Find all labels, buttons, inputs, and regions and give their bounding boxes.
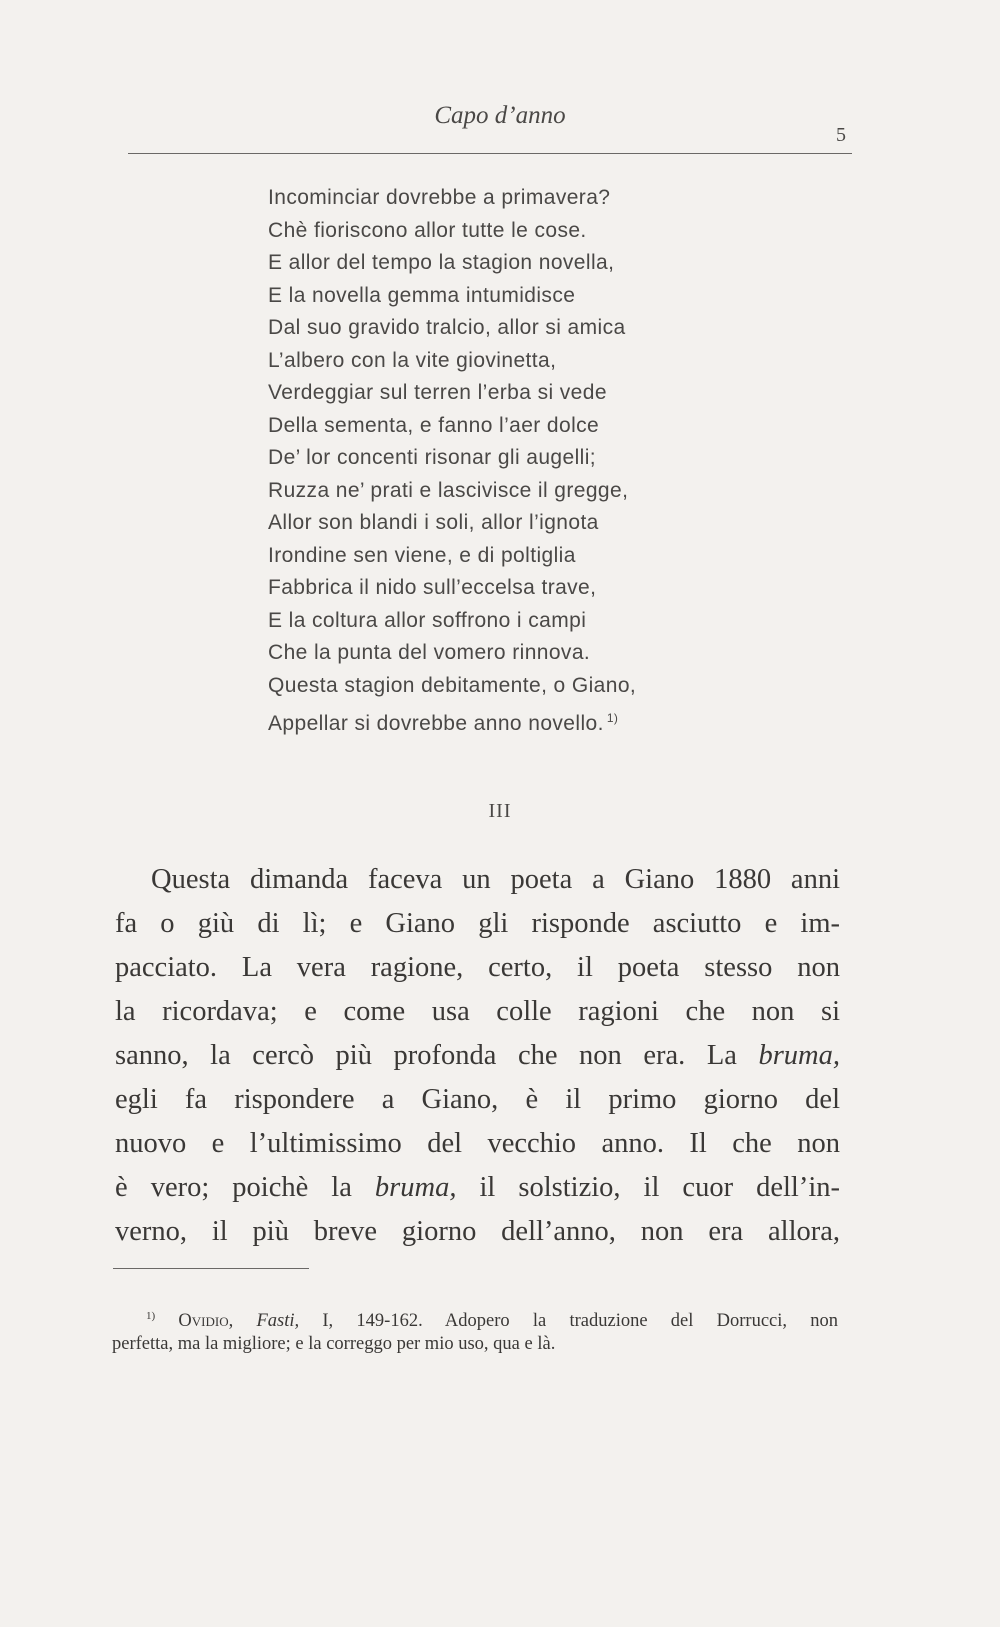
footnote-text: I, 149-162. Adopero la traduzione del Dorrucci, non xyxy=(322,1311,839,1332)
prose-line: nuovo e l’ultimissimo del vecchio anno. Il che non xyxy=(115,1128,840,1159)
page-number: 5 xyxy=(836,124,846,146)
prose-line: pacciato. La vera ragione, certo, il poeta stesso non xyxy=(115,952,840,983)
footnote-rule xyxy=(113,1268,309,1269)
footnote-ref[interactable]: 1) xyxy=(606,711,619,725)
footnote-author: Ovidio, xyxy=(178,1311,234,1332)
prose-paragraph xyxy=(115,858,840,1254)
verse-line: Verdeggiar sul terren l’erba si vede xyxy=(268,381,607,404)
footnote-line xyxy=(112,1302,838,1330)
verse-line: Che la punta del vomero rinnova. xyxy=(268,641,591,664)
verse-line: De’ lor concenti risonar gli augelli; xyxy=(268,446,597,469)
prose-text: sanno, la cercò più profonda che non era. La xyxy=(115,1040,737,1071)
verse-line: Dal suo gravido tralcio, allor si amica xyxy=(268,316,626,339)
verse-line: Irondine sen viene, e di poltiglia xyxy=(268,543,576,567)
prose-text: è vero; poichè la xyxy=(115,1172,352,1203)
italic-term: bruma, xyxy=(758,1040,840,1071)
verse-line-text: Appellar si dovrebbe anno novello. xyxy=(268,712,604,735)
prose-line: egli fa rispondere a Giano, è il primo giorno del xyxy=(115,1084,840,1115)
running-title: Capo d’anno xyxy=(434,102,566,129)
verse-line: Questa stagion debitamente, o Giano, xyxy=(268,673,637,697)
prose-line: verno, il più breve giorno dell’anno, non era allora, xyxy=(115,1216,840,1247)
prose-line xyxy=(115,1166,840,1210)
prose-line: fa o giù di lì; e Giano gli risponde asciutto e im- xyxy=(115,908,840,939)
prose-text: il solstizio, il cuor dell’in- xyxy=(479,1172,840,1203)
section-numeral: III xyxy=(488,800,512,822)
verse-line: E la novella gemma intumidisce xyxy=(268,283,576,307)
verse-line: L’albero con la vite giovinetta, xyxy=(268,348,557,372)
prose-line xyxy=(115,1034,840,1078)
footnotes xyxy=(112,1302,838,1358)
verse-line: E allor del tempo la stagion novella, xyxy=(268,251,615,274)
footnote-marker: 1) xyxy=(146,1310,156,1322)
verse-line: Chè fioriscono allor tutte le cose. xyxy=(268,218,587,242)
verse-line: Allor son blandi i soli, allor l’ignota xyxy=(268,511,599,534)
verse-line: Incominciar dovrebbe a primavera? xyxy=(268,186,611,209)
verse-line: Ruzza ne’ prati e lascivisce il gregge, xyxy=(268,478,629,502)
verse-line: Della sementa, e fanno l’aer dolce xyxy=(268,413,600,437)
footnote-line: perfetta, ma la migliore; e la correggo per mio uso, qua e là. xyxy=(112,1334,556,1354)
verse-line: E la coltura allor soffrono i campi xyxy=(268,608,587,632)
prose-line: la ricordava; e come usa colle ragioni che non si xyxy=(115,996,840,1027)
verse-line: Fabbrica il nido sull’eccelsa trave, xyxy=(268,576,597,599)
prose-line: Questa dimanda faceva un poeta a Giano 1880 anni xyxy=(151,864,840,895)
footnote-work: Fasti, xyxy=(256,1311,300,1332)
header-rule xyxy=(128,153,852,154)
italic-term: bruma, xyxy=(374,1172,457,1203)
verse-line-last xyxy=(268,702,636,735)
verse-block xyxy=(268,182,636,735)
